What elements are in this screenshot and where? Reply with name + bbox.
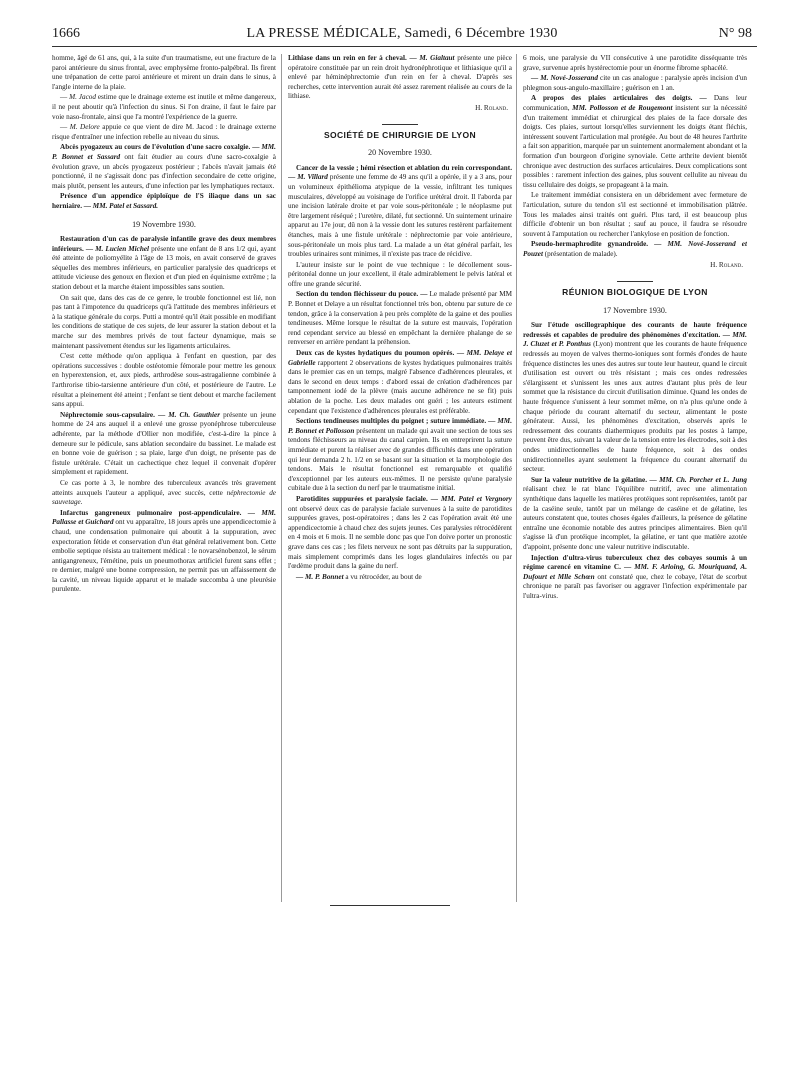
article-title: Deux cas de kystes hydatiques du poumon opérés. — — [296, 349, 465, 358]
column-1 — [52, 54, 276, 1054]
paragraph: homme, âgé de 61 ans, qui, à la suite d'un traumatisme, eut une fracture de la paroi antérieure du sinus frontal, avec emphysème fronto-palpébral. Ils firent une trépanation de cette paroi antérieure et mirent un drain dans le sinus, à l'angle interne de la plaie. — [52, 54, 276, 91]
paragraph: On sait que, dans des cas de ce genre, le trouble fonctionnel est lié, non pas tant à l'impotence du quadriceps qu'à l'attitude des membres inférieurs et à la statique générale du corps. Putti a montré qu'il était possible en modifiant les conditions de statique de ces sujets, de leur assurer la station debout et la marche sur des membres privés de tout facteur dynamique, mais se maintenant passivement étendus sur les ligaments articulaires. — [52, 293, 276, 350]
paragraph-text: réalisant chez le rat blanc l'équilibre nutritif, avec une alimentation synthétique dans laquelle les matières protéiques sont représentées, tantôt par de la caséine seule, tantôt par un mélange de caséine et de gélatine, les auteurs constatent que, toutes choses égales d'ailleurs, la présence de gélatine entraîne une économie notable des autres principes alimentaires. Bien qu'il s'agisse là d'un protéique incomplet, la gélatine, er tant que matière azotée d'appoint, présente donc une valeur nutritive indiscutable. — [523, 485, 747, 551]
article-title: Infarctus gangreneux pulmonaire post-appendiculaire. — — [60, 508, 255, 517]
author-name: M. Ch. Gauthier — [165, 410, 220, 419]
author-name: M. Villard — [295, 173, 328, 182]
column-3 — [523, 54, 747, 1054]
paragraph — [52, 143, 276, 191]
paragraph-text: ont constaté que, chez le cobaye, l'état de scorbut chronique ne paraît pas favoriser ou aggraver l'infection expérimentale par l'ultra-virus. — [523, 572, 747, 600]
author-names: MM. Pollosson et de Rougemont — [572, 103, 673, 112]
session-date: 17 Novembre 1930. — [603, 305, 667, 315]
paragraph-text: Le malade présenté par MM P. Bonnet et Delaye a un résultat fonctionnel très bon, obtenu par suture de ce tendon, grâce à la conservation à peu près complète de la gaine et des poulies tendineuses. Même lorsque le résultat de la suture est mauvais, l'opération rend cependant service au blessé en empêchant la dernière phalange de se renverser en arrière pendant la préhension. — [288, 290, 512, 347]
paragraph — [288, 495, 512, 572]
paragraph-text: a vu rétrocéder, au bout de — [343, 572, 422, 581]
paragraph — [52, 479, 276, 508]
author-names: MM. Patel et Sassard. — [91, 201, 159, 210]
paragraph-text: présente un jeune homme de 24 ans auquel il a enlevé une grosse pyonéphrose tuberculeuse adhérente, par la méthode d'Ollier non modifiée, c'est-à-dire la pince à demeure sur le pédicule, sans ablation secondaire du bassinet. Le malade est en bonne voie de guérison ; sa plaie, large d'un doigt, ne présente pas de fistule urétérale. C'était un cachectique chez lequel il convenait d'opérer simplement et rapidement. — [52, 410, 276, 477]
paragraph: L'auteur insiste sur le point de vue technique : le décollement sous-péritonéal donne un jour excellent, il étale admirablement le pelvis latéral et offre une grande sécurité. — [288, 260, 512, 288]
author-name: M. Lucien Michel — [93, 244, 150, 253]
article-title: Cancer de la vessie ; hémi résection et ablation du rein correspondant. — — [288, 163, 512, 182]
article-title: Abcès pyogazeux au cours de l'évolution d'une sacro coxalgie. — — [60, 143, 260, 152]
article-title: Sur la valeur nutritive de la gélatine. — — [531, 475, 657, 484]
paragraph-text: rapportent 2 observations de kystes hydatiques pulmonaires traités dans le premier cas en un temps, malgré l'absence d'adhérences pleurales, et dans le second en deux temps : d'abord essai de création d'adhérences par tamponnement iodé de la plèvre (mais aucune adhérence ne se fit) puis ablation de la poche. Les deux malades ont guéri ; les auteurs estiment cependant que l'existence d'adhérences pleurales est préférable. — [288, 358, 512, 415]
author-name: M. Jacod — [69, 93, 96, 102]
paragraph — [523, 94, 747, 190]
paragraph-text: (Lyon) montrent que les courants de haute fréquence redressés au moyen de valves thermo-ioniques sont formés d'ondes de haute fréquence distinctes les unes des autres sur toute leur hauteur, quand le circuit d'utilisation est ouvert ou très résistant ; mais ces ondes redressées s'élargissent et s'unissent les unes aux autres d'autant plus près de leur sommet que la résistance du circuit d'utilisation diminue. Quand les ondes de haute fréquence s'unissent à leur sommet même, on n'a plus qu'une onde à chaque période du courant alternatif du secteur, alimentant le poste générateur. Aussi, les phénomènes d'excitation, observés après le redressement des courants diathermiques produits par les postes à lampe, peuvent être dus, suivant la valeur de la tension entre les électrodes, soit à des ondes unidirectionnelles de haute fréquence, soit à des ondes unidirectionnelles ayant seulement la fréquence du courant alternatif du secteur. — [523, 340, 747, 474]
author-names: MM. F. Arloing, G. Mouriquand, A. Dufourt et Mlle Schœn — [523, 563, 747, 581]
paragraph — [288, 573, 512, 583]
paragraph — [523, 74, 747, 93]
paragraph — [288, 349, 512, 416]
emphasis: néphrectomie de sauvetage. — [52, 488, 276, 507]
author-names: MM. J. Cluzet et P. Ponthus — [523, 330, 747, 349]
paragraph — [288, 164, 512, 260]
paragraph: Le traitement immédiat consistera en un débridement avec fermeture de l'articulation, suture du tendon s'il est sectionné et immobilisation plâtrée. Tous les malades ainsi traités ont guéri. Plus tard, il est beaucoup plus difficile d'obtenir un bon résultat ; sauf au pouce, il faudra se résoudre souvent à l'amputation ou rechercher l'ankylose en position de fonction. — [523, 191, 747, 238]
author-names: MM. Delaye et Gabrielle — [288, 349, 512, 367]
page-number: 1666 — [52, 26, 80, 41]
paragraph — [523, 240, 747, 259]
paragraph — [52, 411, 276, 478]
author-name: — M. P. Bonnet — [296, 572, 344, 581]
author-names: MM. P. Bonnet et Pollosson — [288, 417, 512, 435]
author-names: MM. Pallasse et Guichard — [52, 508, 276, 527]
paragraph — [288, 417, 512, 494]
paragraph-text: insistent sur la nécessité d'un traitement immédiat et chirurgical des plaies de la face dorsale des doigts. Ces plaies, surtout lorsqu'elles surviennent les doigts étant fléchis, intéressent souvent l'articulation mal protégée. Au bout de 48 heures l'arthrite a fait son apparition, marquée par un suintement anormalement abondant et la formation d'un bourgeon d'origine synoviale. Cette arthrite devient bientôt chronique avec destruction des surfaces articulaires. Deux complications sont possibles : rarement infection des gaines, plus souvent cellulite au niveau du tissu cellulaire des doigts, se propageant à la main. — [523, 103, 747, 189]
paragraph-text: estime que le drainage externe est inutile et même dangereux, il ne peut aboutir qu'à l'infection du sinus. Si l'on draine, il faut le faire par voie naso-frontale, ainsi que l'a montré l'expérience de la guerre. — [52, 93, 276, 121]
author-name: M. Gialtaut — [416, 54, 455, 62]
article-title: Néphrectomie sous-capsulaire. — — [60, 410, 166, 419]
article-title: Présence d'un appendice épiploïque de l'S iliaque dans un sac herniaire. — — [52, 192, 276, 210]
column-2 — [288, 54, 512, 1054]
author-name: — M. Nové-Josserand — [531, 74, 598, 83]
section-rule — [382, 124, 418, 125]
article-title: Sections tendineuses multiples du poignet ; suture immédiate. — — [296, 417, 496, 426]
running-title: LA PRESSE MÉDICALE, Samedi, 6 Décembre 1930 — [246, 26, 558, 41]
paragraph-text: (présentation de malade). — [542, 249, 618, 258]
paragraph — [288, 290, 512, 348]
author-names: MM. P. Bonnet et Sassard — [52, 143, 276, 161]
author-names: MM. Ch. Porcher et L. Jung — [656, 475, 747, 484]
article-title: Sur l'étude oscillographique des courants de haute fréquence redressés et capables de produire des phénomènes d'excitation. — — [523, 321, 747, 339]
paragraph-text: présentent un malade qui avait une section de tous ses tendons fléchisseurs au niveau du canal carpien. Ils en entreprirent la suture immédiate et purent la réaliser avec de grandes difficultés dans une opération qui leur demanda 2 h. 1/2 en se basant sur la situation et la morphologie des tendons. Mais le résultat fonctionnel est remarquable et qualifié d'exceptionnel par les auteurs eux-mêmes. Il ne persiste qu'une paralysie cubitale due à la section du nerf par le traumatisme initial. — [288, 426, 512, 493]
signature: H. Roland. — [475, 103, 508, 112]
column-separator — [516, 54, 517, 902]
paragraph-text: Ce cas porte à 3, le nombre des tuberculeux avancés très gravement atteints auxquels l'auteur a appliqué, avec succès, cette — [52, 478, 276, 497]
section-rule — [617, 281, 653, 282]
paragraph-text: présente une femme de 49 ans qu'il a opérée, il y a 3 ans, pour un volumineux épithélioma atypique de la vessie, infiltrant les tuniques musculaires, développé au voisinage de l'orifice urétéral droit. Il l'aborda par une incision latérale droite et par voie sous-péritonéale ; le néoplasme put être largement réséqué ; l'uretère, dilaté, fut sectionné. Un suintement urinaire apparut au 17e jour, dû non à la vessie dont les sutures restèrent parfaitement étanches, mais à une fistule urétérale : néphrectomie par voie antérieure, sous-péritonéale un mois plus tard. La malade a un état général parfait, les troubles urinaires sont minimes, il n'existe pas trace de récidive. — [288, 173, 512, 259]
article-title: Lithiase dans un rein en fer à cheval. — — [288, 54, 417, 62]
paragraph-text: présente une enfant de 8 ans 1/2 qui, ayant été atteinte de poliomyélite à l'âge de 13 mois, en avait conservé de graves séquelles des membres inférieurs, en particulier paralysie des quadriceps et attitude vicieuse des genoux en flexion et d'un pied en équinisme extrême ; la station debout et la marche étaient impossibles sans soutien. — [52, 244, 276, 292]
paragraph: — M. Delore appuie ce que vient de dire M. Jacod : le drainage externe risque d'entraîner une infection rebelle au niveau du sinus. — [52, 123, 276, 141]
author-name: M. Delore — [69, 123, 100, 132]
paragraph: 6 mois, une paralysie du VII consécutive à une parotidite disséquante très grave, survenue après hystérectomie pour un énorme fibrome sphacélé. — [523, 54, 747, 72]
paragraph — [52, 192, 276, 211]
paragraph — [52, 509, 276, 595]
paragraph — [523, 554, 747, 602]
session-date: 20 Novembre 1930. — [368, 148, 432, 158]
signature: H. Roland. — [710, 261, 743, 270]
paragraph: C'est cette méthode qu'on appliqua à l'enfant en question, par des opérations successives : double ostéotomie fémorale pour mettre les genoux en hyperextension, et, aux pieds, arthrodèse sous-astragalienne combinée à l'arthrorise tibio-tarsienne antérieure d'un côté, et postérieure de l'autre. Le résultat a pleinement été atteint ; l'enfant se tient debout et marche facilement sans appui. — [52, 352, 276, 409]
author-names: MM. Nové-Josserand et Pouzet — [523, 240, 747, 258]
paragraph-text: cite un cas analogue : paralysie après incision d'un phlegmon sous-angulo-maxillaire ; guérison en 1 an. — [523, 74, 747, 92]
society-heading: SOCIÉTÉ DE CHIRURGIE DE LYON — [323, 129, 477, 140]
paragraph-text: ont vu apparaître, 18 jours après une appendicectomie à chaud, une condensation pulmonaire qui aboutit à la suppuration, avec expectoration fétide et conservation d'un état général relativement bon. Cette embolie septique résista au traitement médical : le novarsénobenzol, le sérum antigangreneux, l'émétine, puis un pneumothorax artificiel furent sans effet ; re dernier, malgré une bonne compression, ne permit pas un affaissement de la cavité, un niveau liquide apparut et le malade succomba à une pleurésie purulente. — [52, 518, 276, 594]
paragraph — [288, 54, 512, 102]
article-title: A propos des plaies articulaires des doigts. — — [531, 94, 707, 103]
paragraph-text: présente une pièce opératoire constituée par un rein droit hydronéphrotique et lithiasique qu'il a enlevé par héminéphrectomie d'un rein en fer à cheval. D'après ses recherches, cette intervention aurait été assez rarement réalisée au cours de la lithiase. — [288, 54, 512, 101]
society-heading: RÉUNION BIOLOGIQUE DE LYON — [562, 287, 708, 298]
article-title: Section du tendon fléchisseur du pouce. — — [296, 290, 428, 299]
author-names: MM. Patel et Vergnory — [437, 494, 512, 503]
paragraph — [52, 235, 276, 293]
paragraph-text: ont observé deux cas de paralysie faciale survenues à la suite de parotidites suppurées graves, post-opératoires ; dans les 2 cas l'opération avait été une appendicectomie à chaud chez des sujets jeunes. Ces paralysies rétrocédèrent en 4 mois et 6 mois. Il ne semble donc pas que l'on doive porter un pronostic grave dans ces cas ; les filets nerveux ne sont pas détruits par la suppuration, mais simplement comprimés dans les loges glandulaires infectés ou par l'œdème produit dans la gaine du nerf. — [288, 504, 512, 571]
article-title: Injection d'ultra-virus tuberculeux chez des cobayes soumis à un régime carencé en vitamine C. — — [523, 553, 747, 572]
page-header — [52, 24, 752, 46]
session-date: 19 Novembre 1930. — [132, 219, 196, 229]
article-title: Restauration d'un cas de paralysie infantile grave des deux membres inférieurs. — — [52, 235, 276, 253]
paragraph-text: Dans leur communication, — [523, 94, 747, 112]
article-title: Pseudo-hermaphrodite gynandroïde. — — [531, 240, 662, 249]
header-rule — [52, 46, 757, 47]
issue-number: N° 98 — [718, 26, 752, 41]
column-separator — [281, 54, 282, 902]
paragraph — [523, 476, 747, 553]
article-title: Parotidites suppurées et paralysie faciale. — — [296, 494, 438, 503]
paragraph: — M. Jacod estime que le drainage externe est inutile et même dangereux, il ne peut aboutir qu'à l'infection du sinus. Si l'on draine, il faut le faire par voie naso-frontale, ainsi que l'a montré l'expérience de la guerre. — [52, 93, 276, 121]
footer-rule — [330, 905, 450, 906]
paragraph-text: appuie ce que vient de dire M. Jacod : le drainage externe risque d'entraîner une infection rebelle au niveau du sinus. — [52, 123, 276, 141]
paragraph — [523, 321, 747, 475]
paragraph-text: ont fait étudier au cours d'une sacro-coxalgie à évolution grave, un abcès pyogazeux postérieur ; l'abcès n'avait jamais été ponctionné, il ne s'agissait donc pas d'infection secondaire de cette origine, mais plutôt, pensent les auteurs, d'une infection par les lymphatiques rectaux. — [52, 152, 276, 190]
